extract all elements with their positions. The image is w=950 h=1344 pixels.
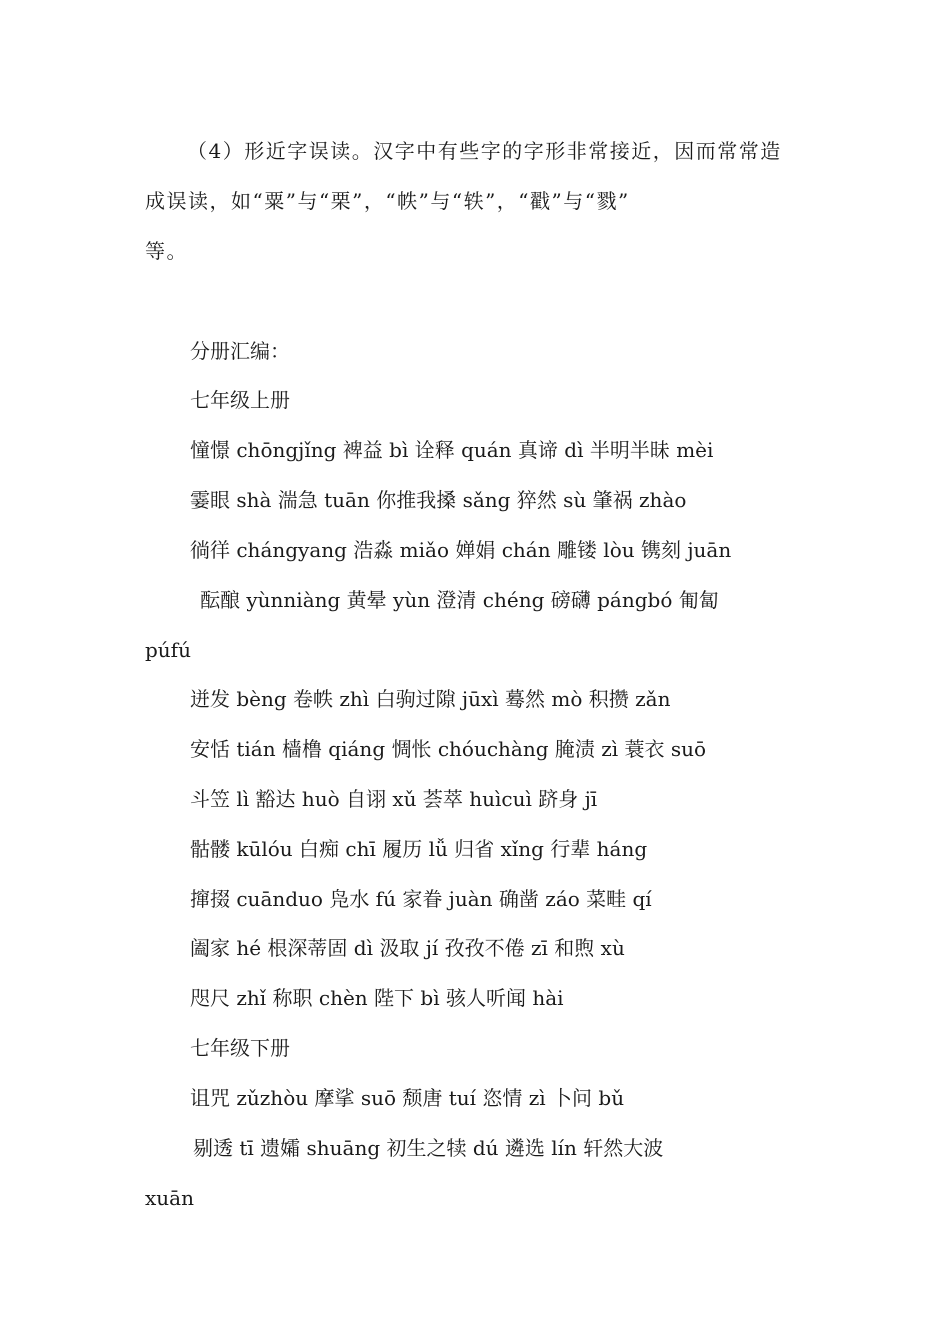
vocab-row: 霎眼 shà 湍急 tuān 你推我搡 sǎng 猝然 sù 肇祸 zhào xyxy=(190,488,687,512)
grade7-upper-heading: 七年级上册 xyxy=(190,388,290,412)
vocab-row: 安恬 tián 樯橹 qiáng 惆怅 chóuchàng 腌渍 zì 蓑衣 suō xyxy=(190,737,707,761)
grade7-lower-heading: 七年级下册 xyxy=(190,1036,290,1060)
intro-line-2: 成误读，如“粟”与“栗”，“帙”与“轶”，“戳”与“戮” xyxy=(145,189,630,213)
vocab-row: 骷髅 kūlóu 白痴 chī 履历 lǚ 归省 xǐng 行辈 háng xyxy=(190,837,648,861)
vocab-row-continuation: púfú xyxy=(145,638,191,662)
vocab-row: 憧憬 chōngjǐng 裨益 bì 诠释 quán 真谛 dì 半明半昧 mèi xyxy=(190,438,714,462)
section-title: 分册汇编： xyxy=(190,339,290,363)
vocab-row: 徜徉 chángyang 浩淼 miǎo 婵娟 chán 雕镂 lòu 镌刻 juān xyxy=(190,538,732,562)
vocab-row: 阖家 hé 根深蒂固 dì 汲取 jí 孜孜不倦 zī 和煦 xù xyxy=(190,936,625,960)
vocab-row: 酝酿 yùnniàng 黄晕 yùn 澄清 chéng 磅礴 pángbó 匍匐 xyxy=(200,588,719,612)
vocab-row: 撺掇 cuānduo 凫水 fú 家眷 juàn 确凿 záo 菜畦 qí xyxy=(190,887,652,911)
vocab-row: 咫尺 zhǐ 称职 chèn 陛下 bì 骇人听闻 hài xyxy=(190,986,564,1010)
vocab-row: 迸发 bèng 卷帙 zhì 白驹过隙 jūxì 蓦然 mò 积攒 zǎn xyxy=(190,687,671,711)
vocab-row: 诅咒 zǔzhòu 摩挲 suō 颓唐 tuí 恣情 zì 卜问 bǔ xyxy=(190,1086,625,1110)
vocab-row: 剔透 tī 遗孀 shuāng 初生之犊 dú 遴选 lín 轩然大波 xyxy=(193,1136,664,1160)
intro-line-1: （4）形近字误读。汉字中有些字的字形非常接近，因而常常造 xyxy=(187,139,782,163)
vocab-row-continuation: xuān xyxy=(145,1186,194,1210)
vocab-row: 斗笠 lì 豁达 huò 自诩 xǔ 荟萃 huìcuì 跻身 jī xyxy=(190,787,598,811)
intro-line-3: 等。 xyxy=(145,239,188,263)
